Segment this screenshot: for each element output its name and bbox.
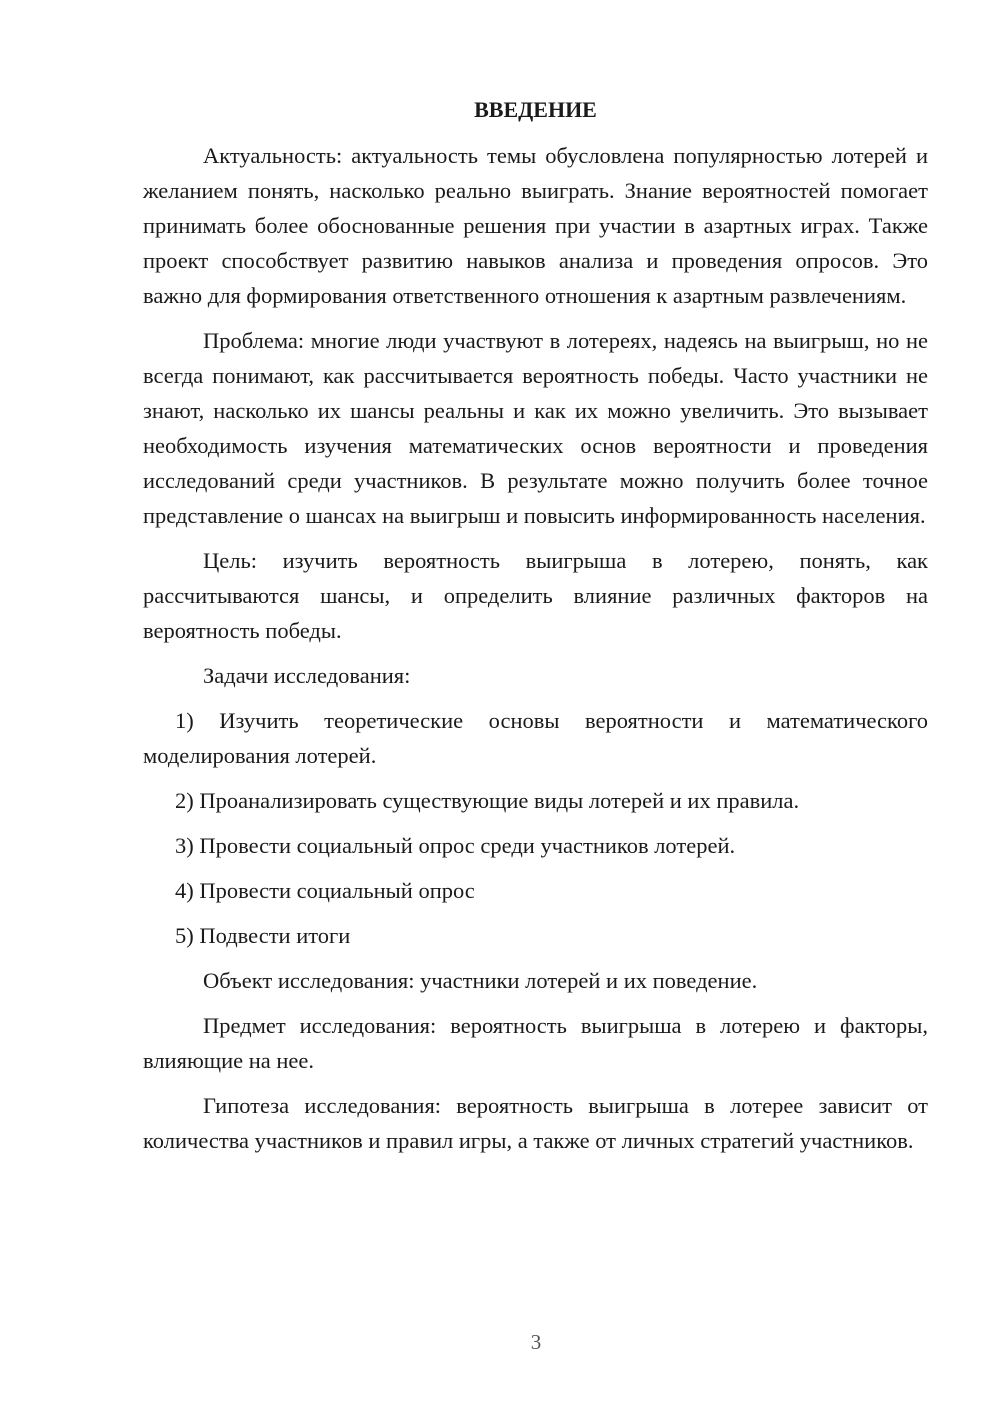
task-item-1: 1) Изучить теоретические основы вероятности и математического моделирования лотерей.: [143, 708, 928, 768]
paragraph-goal: Цель: изучить вероятность выигрыша в лотерею, понять, как рассчитываются шансы, и определить влияние различных факторов на вероятность победы.: [143, 548, 928, 643]
paragraph-problem: Проблема: многие люди участвуют в лотереях, надеясь на выигрыш, но не всегда понимают, как рассчитывается вероятность победы. Часто участники не знают, насколько их шансы реальны и как их можно увеличить. Это вызывает необходимость изучения математических основ вероятности и проведения исследований среди участников. В результате можно получить более точное представление о шансах на выигрыш и повысить информированность населения.: [143, 328, 928, 528]
paragraph-hypothesis: Гипотеза исследования: вероятность выигрыша в лотерее зависит от количества участников и правил игры, а также от личных стратегий участников.: [143, 1093, 928, 1153]
task-item-4: 4) Провести социальный опрос: [175, 878, 475, 903]
paragraph-relevance: Актуальность: актуальность темы обусловлена популярностью лотерей и желанием понять, насколько реально выиграть. Знание вероятностей помогает принимать более обоснованные решения при участии в азартных играх. Также проект способствует развитию навыков анализа и проведения опросов. Это важно для формирования ответственного отношения к азартным развлечениям.: [143, 143, 928, 308]
page-number: 3: [530, 1330, 542, 1354]
task-item-3: 3) Провести социальный опрос среди участников лотерей.: [175, 833, 736, 858]
paragraph-object: Объект исследования: участники лотерей и их поведение.: [203, 968, 758, 993]
section-title: ВВЕДЕНИЕ: [474, 97, 597, 122]
task-item-2: 2) Проанализировать существующие виды лотерей и их правила.: [175, 788, 800, 813]
task-item-5: 5) Подвести итоги: [175, 923, 351, 948]
paragraph-tasks-heading: Задачи исследования:: [203, 663, 411, 688]
document-page: [143, 92, 928, 1168]
paragraph-subject: Предмет исследования: вероятность выигрыша в лотерею и факторы, влияющие на нее.: [143, 1013, 928, 1073]
